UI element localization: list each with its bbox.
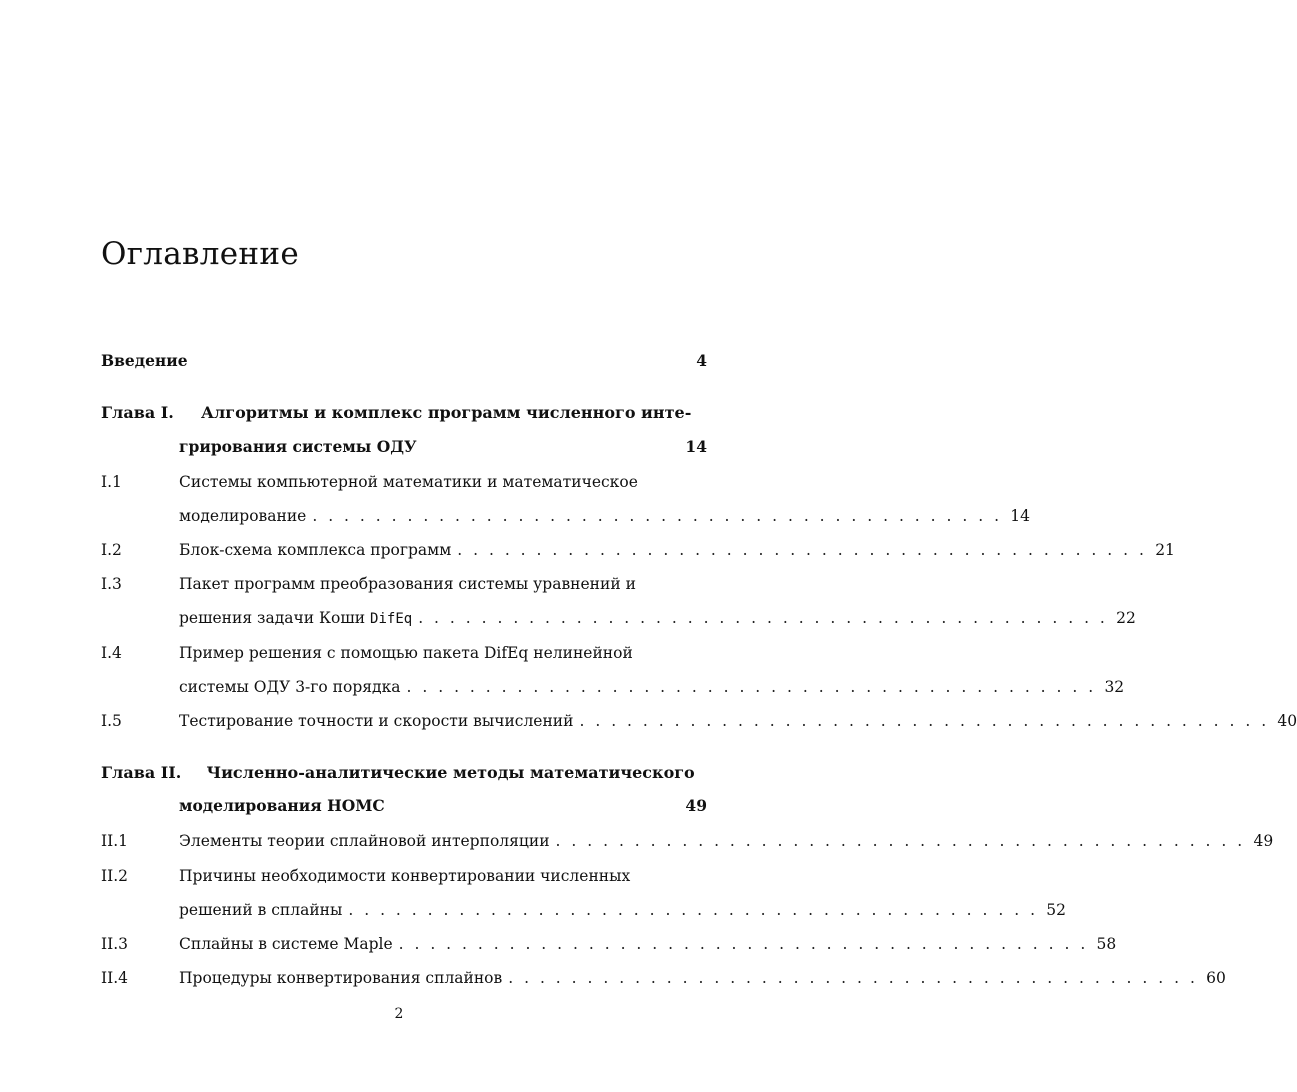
toc-chapter-1-heading[interactable]	[101, 400, 707, 426]
toc-chapter-2-heading[interactable]	[101, 760, 707, 786]
dot-leader: . . . . . . . . . . . . . . . . . . . . . . . . . . . . . . . . . . . . . . . . . . . .	[555, 832, 1246, 850]
toc-section-cont[interactable]	[101, 605, 1136, 631]
dot-leader: . . . . . . . . . . . . . . . . . . . . . . . . . . . . . . . . . . . . . . . . . . . .	[406, 678, 1097, 696]
toc-section-cont[interactable]	[101, 897, 1067, 923]
dot-leader: . . . . . . . . . . . . . . . . . . . . . . . . . . . . . . . . . . . . . . . . . . . .	[348, 901, 1039, 919]
section-title: Тестирование точности и скорости вычислений	[179, 712, 574, 730]
toc-section-cont[interactable]	[101, 674, 1125, 700]
section-page: 22	[1116, 609, 1136, 627]
section-title: Пример решения с помощью пакета DifEq нелинейной	[179, 644, 633, 662]
toc-section[interactable]	[101, 537, 1175, 563]
section-title: Причины необходимости конвертировании численных	[179, 867, 631, 885]
section-title-cont: решений в сплайны	[179, 901, 343, 919]
toc-entry-intro[interactable]	[101, 348, 707, 374]
chapter-page: 14	[685, 437, 707, 456]
toc-section[interactable]	[101, 931, 1117, 957]
toc-section[interactable]	[101, 708, 1297, 734]
code-difeq: DifEq	[370, 611, 413, 627]
dot-leader: . . . . . . . . . . . . . . . . . . . . . . . . . . . . . . . . . . . . . . . . . . . .	[457, 541, 1147, 559]
section-page: 32	[1104, 678, 1125, 696]
section-page: 60	[1206, 969, 1226, 987]
toc-section[interactable]	[101, 828, 1274, 854]
section-number: I.5	[101, 712, 122, 730]
dot-leader: . . . . . . . . . . . . . . . . . . . . . . . . . . . . . . . . . . . . . . . . . . . .	[398, 935, 1089, 953]
section-title: Процедуры конвертирования сплайнов	[179, 969, 503, 987]
dot-leader: . . . . . . . . . . . . . . . . . . . . . . . . . . . . . . . . . . . . . . . . . . . .	[418, 609, 1108, 627]
chapter-title-line2: моделирования НОМС	[179, 796, 385, 815]
section-number: I.4	[101, 644, 122, 662]
section-title-cont: системы ОДУ 3-го порядка	[179, 678, 401, 696]
toc-chapter-2-heading-cont[interactable]	[101, 793, 707, 819]
section-number: II.2	[101, 867, 129, 885]
chapter-label: Глава II.	[101, 763, 182, 782]
section-page: 49	[1253, 832, 1274, 850]
section-number: II.4	[101, 969, 129, 987]
chapter-title-line1: Численно-аналитические методы математического	[206, 763, 695, 782]
section-page: 52	[1046, 901, 1067, 919]
section-page: 58	[1096, 935, 1117, 953]
toc-section[interactable]	[101, 965, 1226, 991]
toc-section[interactable]	[101, 640, 707, 666]
section-number: I.2	[101, 541, 122, 559]
page-title: Оглавление	[101, 236, 299, 272]
chapter-title-line1: Алгоритмы и комплекс программ численного инте-	[200, 403, 692, 422]
toc-chapter-1-heading-cont[interactable]	[101, 434, 707, 460]
section-number: I.3	[101, 575, 122, 593]
section-title: Пакет программ преобразования системы уравнений и	[179, 575, 636, 593]
section-title-cont: моделирование	[179, 507, 307, 525]
section-number: II.3	[101, 935, 129, 953]
chapter-label: Глава I.	[101, 403, 174, 422]
toc-section[interactable]	[101, 571, 707, 597]
section-number: I.1	[101, 473, 122, 491]
section-title: Сплайны в системе Maple	[179, 935, 393, 953]
chapter-page: 49	[685, 796, 707, 815]
dot-leader: . . . . . . . . . . . . . . . . . . . . . . . . . . . . . . . . . . . . . . . . . . . .	[579, 712, 1270, 730]
section-page: 21	[1155, 541, 1175, 559]
toc-section[interactable]	[101, 469, 707, 495]
section-title: Элементы теории сплайновой интерполяции	[179, 832, 550, 850]
toc-section-cont[interactable]	[101, 503, 1030, 529]
chapter-title-line2: грирования системы ОДУ	[179, 437, 417, 456]
section-title: Блок-схема комплекса программ	[179, 541, 452, 559]
dot-leader: . . . . . . . . . . . . . . . . . . . . . . . . . . . . . . . . . . . . . . . . . . . .	[508, 969, 1198, 987]
section-number: II.1	[101, 832, 129, 850]
toc-section[interactable]	[101, 863, 707, 889]
dot-leader: . . . . . . . . . . . . . . . . . . . . . . . . . . . . . . . . . . . . . . . . . . . .	[312, 507, 1002, 525]
section-title: Системы компьютерной математики и математическое	[179, 473, 638, 491]
section-page: 40	[1277, 712, 1297, 730]
toc-entry-page: 4	[696, 351, 707, 370]
section-page: 14	[1010, 507, 1030, 525]
page-number-footer: 2	[394, 1006, 404, 1022]
toc-entry-label: Введение	[101, 351, 188, 370]
section-title-cont: решения задачи Коши DifEq	[179, 609, 413, 627]
